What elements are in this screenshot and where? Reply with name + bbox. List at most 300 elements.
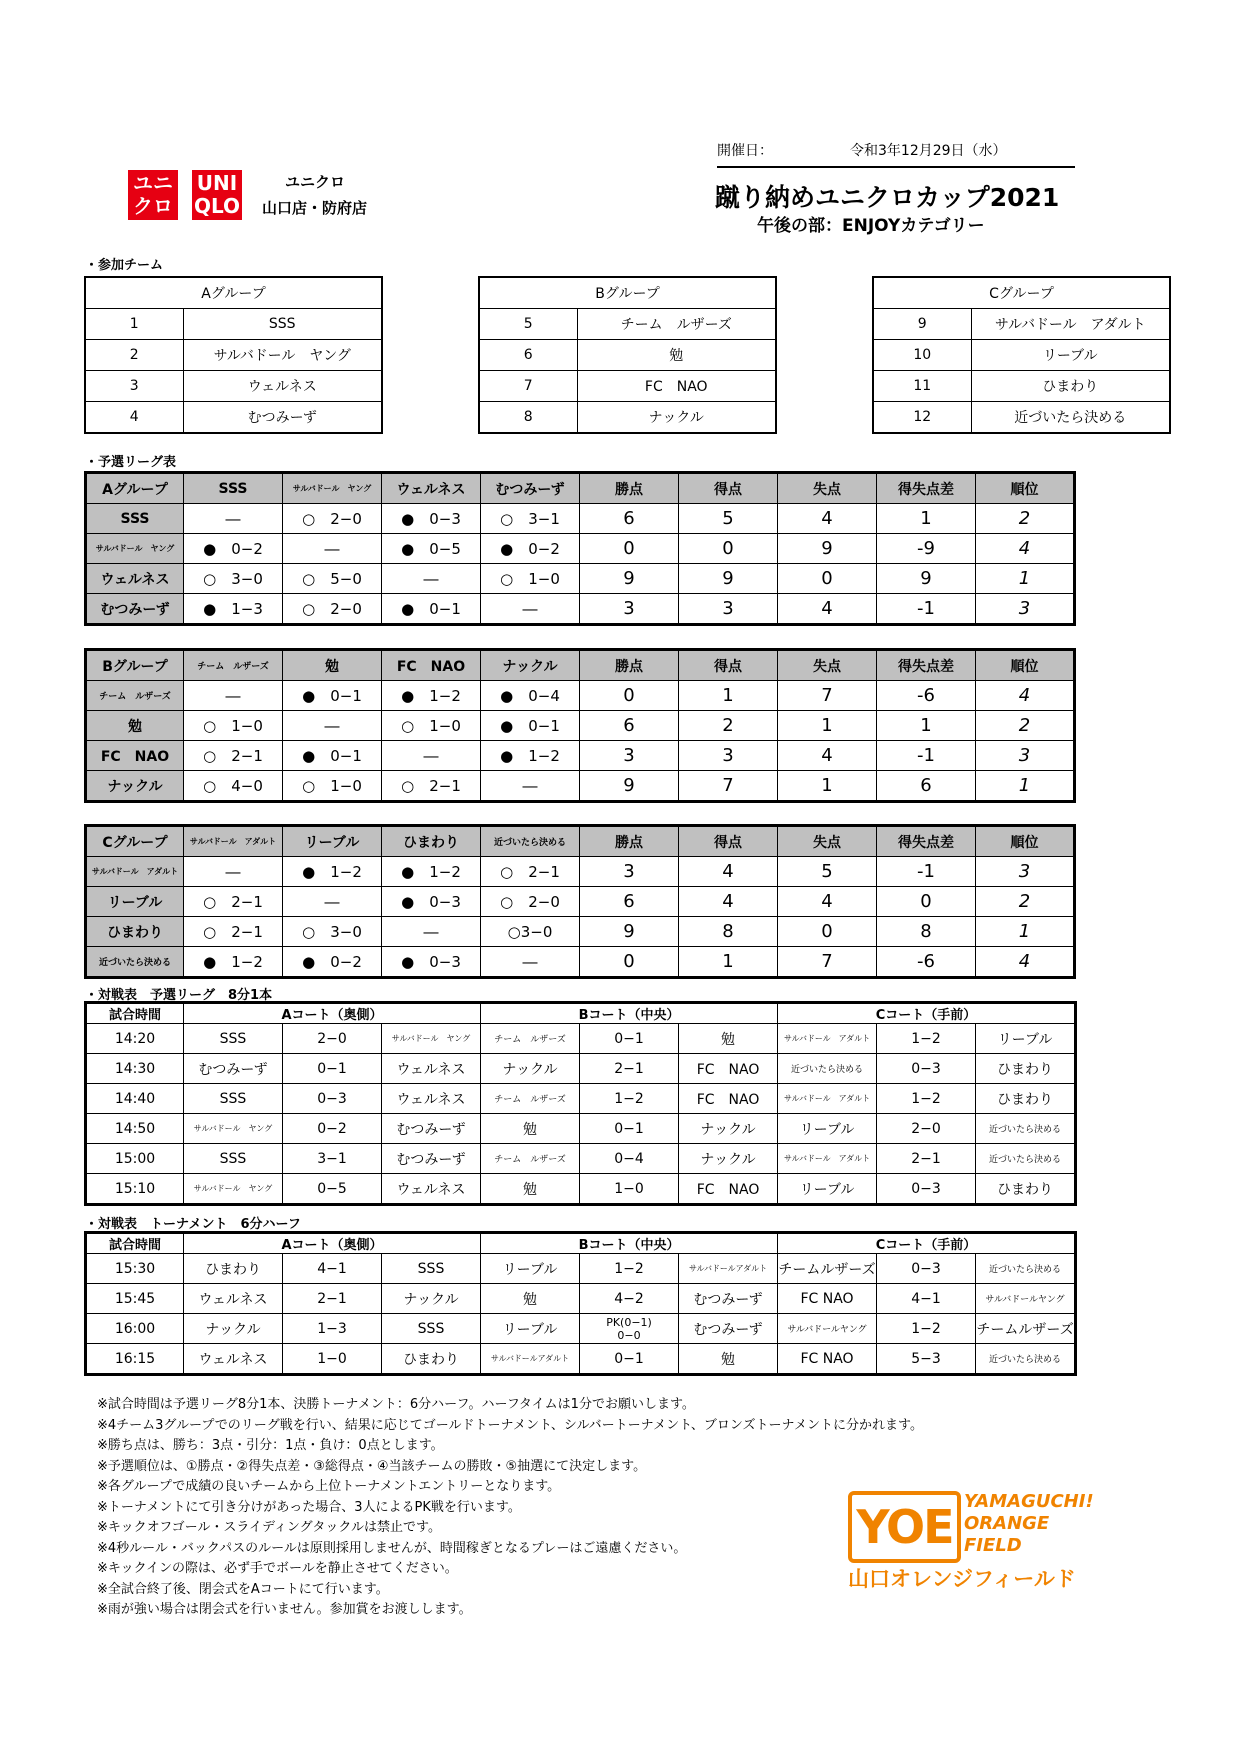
result-cell: ● 0−3	[382, 504, 481, 534]
result-cell: ○ 1−0	[283, 771, 382, 802]
match-time: 15:10	[86, 1174, 184, 1205]
match-score: 3−1	[283, 1144, 382, 1174]
rank-cell: 4	[976, 681, 1075, 711]
note-line: ※キックインの際は、必ず手でボールを静止させてください。	[97, 1561, 458, 1576]
match-team: サルバドールアダルト	[679, 1254, 778, 1284]
match-score: 0−1	[283, 1054, 382, 1084]
group-name: Cグループ	[86, 826, 184, 857]
match-row	[86, 1144, 1076, 1174]
stat-cell: 4	[679, 887, 778, 917]
match-score: 4−2	[580, 1284, 679, 1314]
result-cell: ―	[382, 741, 481, 771]
team-header: 勉	[283, 650, 382, 681]
stat-cell: 7	[778, 947, 877, 978]
match-team: ナックル	[679, 1114, 778, 1144]
league-table	[84, 648, 1076, 803]
league-row	[86, 741, 1075, 771]
league-row	[86, 857, 1075, 887]
league-row	[86, 711, 1075, 741]
stat-cell: -9	[877, 534, 976, 564]
stat-cell: 3	[679, 741, 778, 771]
team-name: チーム ルザーズ	[577, 309, 776, 340]
match-team: SSS	[184, 1084, 283, 1114]
team-header: リーブル	[283, 826, 382, 857]
note-line: ※トーナメントにて引き分けがあった場合、3人によるPK戦を行います。	[97, 1499, 521, 1515]
result-cell: ● 0−1	[283, 681, 382, 711]
result-cell: ○ 2−1	[184, 741, 283, 771]
stat-cell: 6	[580, 887, 679, 917]
match-team: サルバドールヤング	[778, 1314, 877, 1344]
result-cell: ● 1−2	[382, 857, 481, 887]
row-team-name: FC NAO	[86, 741, 184, 771]
match-score: 1−0	[580, 1174, 679, 1205]
stat-cell: 3	[580, 857, 679, 887]
stat-cell: 1	[778, 711, 877, 741]
team-row	[479, 309, 776, 340]
date-underline	[717, 166, 1075, 168]
date-value: 令和3年12月29日（水）	[850, 143, 1007, 159]
stat-cell: 8	[877, 917, 976, 947]
match-score: 2−0	[877, 1114, 976, 1144]
regular-score: 0−0	[617, 1328, 641, 1342]
team-header: ナックル	[481, 650, 580, 681]
result-cell: ―	[481, 594, 580, 625]
row-team-name: 勉	[86, 711, 184, 741]
stat-header: 失点	[778, 473, 877, 504]
row-team-name: チーム ルザーズ	[86, 681, 184, 711]
court-header: Bコート（中央）	[481, 1003, 778, 1024]
match-team: むつみーず	[382, 1114, 481, 1144]
league-row	[86, 534, 1075, 564]
rank-cell: 1	[976, 917, 1075, 947]
team-row	[479, 402, 776, 434]
stat-cell: 4	[778, 594, 877, 625]
match-team: ひまわり	[382, 1344, 481, 1375]
stat-cell: 1	[877, 711, 976, 741]
result-cell: ○ 3−0	[283, 917, 382, 947]
match-team: 勉	[481, 1174, 580, 1205]
result-cell: ○ 2−1	[382, 771, 481, 802]
stat-cell: 9	[580, 917, 679, 947]
team-number: 6	[479, 340, 577, 371]
match-team: サルバドールヤング	[976, 1284, 1076, 1314]
result-cell: ―	[382, 564, 481, 594]
stat-cell: -6	[877, 947, 976, 978]
stat-cell: 3	[679, 594, 778, 625]
match-time: 16:15	[86, 1344, 184, 1375]
match-time: 16:00	[86, 1314, 184, 1344]
match-team: FC NAO	[679, 1054, 778, 1084]
stat-cell: 5	[778, 857, 877, 887]
result-cell: ○ 2−0	[283, 594, 382, 625]
match-score: 2−1	[283, 1284, 382, 1314]
match-team: ウェルネス	[184, 1344, 283, 1375]
result-cell: ○ 2−1	[184, 917, 283, 947]
stat-header: 得点	[679, 650, 778, 681]
team-name: 近づいたら決める	[971, 402, 1170, 434]
team-number: 1	[85, 309, 183, 340]
team-name: FC NAO	[577, 371, 776, 402]
stat-cell: 9	[580, 564, 679, 594]
team-number: 7	[479, 371, 577, 402]
match-score: 0−2	[283, 1114, 382, 1144]
rank-cell: 4	[976, 947, 1075, 978]
match-team: リーブル	[481, 1254, 580, 1284]
result-cell: ● 0−4	[481, 681, 580, 711]
result-cell: ● 0−2	[184, 534, 283, 564]
match-score: 1−2	[580, 1084, 679, 1114]
stat-cell: 0	[778, 564, 877, 594]
match-team: サルバドールアダルト	[481, 1344, 580, 1375]
result-cell: ―	[283, 534, 382, 564]
stat-cell: 9	[580, 771, 679, 802]
match-team: サルバドール アダルト	[778, 1084, 877, 1114]
group-name: Bグループ	[86, 650, 184, 681]
team-row	[873, 309, 1170, 340]
team-header: ウェルネス	[382, 473, 481, 504]
team-name: むつみーず	[183, 402, 382, 434]
stat-header: 得失点差	[877, 473, 976, 504]
match-team: サルバドール ヤング	[184, 1174, 283, 1205]
match-row	[86, 1284, 1076, 1314]
stat-cell: 4	[778, 741, 877, 771]
match-team: 勉	[481, 1114, 580, 1144]
match-team: ウェルネス	[382, 1084, 481, 1114]
match-score: 1−2	[877, 1314, 976, 1344]
result-cell: ○3−0	[481, 917, 580, 947]
match-team: ウェルネス	[382, 1174, 481, 1205]
rank-cell: 1	[976, 564, 1075, 594]
match-row	[86, 1174, 1076, 1205]
match-row	[86, 1054, 1076, 1084]
result-cell: ○ 1−0	[184, 711, 283, 741]
match-team: ひまわり	[976, 1084, 1076, 1114]
match-score	[580, 1314, 679, 1344]
match-score: 1−2	[877, 1084, 976, 1114]
league-row	[86, 681, 1075, 711]
match-score: 1−2	[580, 1254, 679, 1284]
page-subtitle: 午後の部：ENJOYカテゴリー	[757, 216, 985, 236]
result-cell: ○ 2−1	[184, 887, 283, 917]
match-team: リーブル	[976, 1024, 1076, 1054]
match-time: 15:30	[86, 1254, 184, 1284]
row-team-name: ウェルネス	[86, 564, 184, 594]
team-row	[873, 340, 1170, 371]
team-header: FC NAO	[382, 650, 481, 681]
stat-cell: 3	[580, 594, 679, 625]
rank-cell: 3	[976, 741, 1075, 771]
match-score: 0−1	[580, 1114, 679, 1144]
league-row	[86, 887, 1075, 917]
group-name: Aグループ	[85, 277, 382, 309]
sponsor-logo	[848, 1491, 1094, 1621]
match-team: むつみーず	[382, 1144, 481, 1174]
match-team: SSS	[382, 1314, 481, 1344]
group-team-table	[84, 276, 383, 434]
match-score: 1−2	[877, 1024, 976, 1054]
stat-cell: 8	[679, 917, 778, 947]
stat-cell: 4	[778, 504, 877, 534]
match-team: チームルザーズ	[778, 1254, 877, 1284]
match-score: 1−0	[283, 1344, 382, 1375]
court-header: Aコート（奥側）	[184, 1003, 481, 1024]
stat-header: 勝点	[580, 826, 679, 857]
team-number: 8	[479, 402, 577, 434]
stat-header: 得点	[679, 473, 778, 504]
match-time: 15:45	[86, 1284, 184, 1314]
stat-header: 失点	[778, 826, 877, 857]
match-team: SSS	[184, 1144, 283, 1174]
match-score: 4−1	[283, 1254, 382, 1284]
result-cell: ―	[184, 681, 283, 711]
match-team: ウェルネス	[382, 1054, 481, 1084]
match-team: ナックル	[382, 1284, 481, 1314]
match-score: 0−3	[877, 1254, 976, 1284]
note-line: ※各グループで成績の良いチームから上位トーナメントエントリーとなります。	[97, 1479, 561, 1494]
match-team: FC NAO	[679, 1084, 778, 1114]
match-team: ひまわり	[976, 1054, 1076, 1084]
league-row	[86, 504, 1075, 534]
match-team: リーブル	[481, 1314, 580, 1344]
match-score: 0−1	[580, 1344, 679, 1375]
stat-cell: 3	[580, 741, 679, 771]
stat-cell: 6	[580, 504, 679, 534]
match-team: リーブル	[778, 1174, 877, 1205]
note-line: ※キックオフゴール・スライディングタックルは禁止です。	[97, 1520, 441, 1535]
stat-cell: 9	[679, 564, 778, 594]
stat-cell: 0	[580, 534, 679, 564]
match-score: 1−3	[283, 1314, 382, 1344]
stat-cell: 4	[679, 857, 778, 887]
stat-cell: 0	[679, 534, 778, 564]
result-cell: ―	[283, 711, 382, 741]
team-row	[479, 371, 776, 402]
match-row	[86, 1084, 1076, 1114]
team-number: 12	[873, 402, 971, 434]
team-row	[85, 309, 382, 340]
league-row	[86, 947, 1075, 978]
stat-cell: 6	[877, 771, 976, 802]
stat-cell: 1	[778, 771, 877, 802]
result-cell: ● 0−2	[283, 947, 382, 978]
match-score: 0−5	[283, 1174, 382, 1205]
team-number: 5	[479, 309, 577, 340]
group-team-table	[872, 276, 1171, 434]
page-title: 蹴り納めユニクロカップ2021	[715, 183, 1060, 212]
result-cell: ● 1−2	[184, 947, 283, 978]
result-cell: ● 0−3	[382, 947, 481, 978]
match-team: 勉	[481, 1284, 580, 1314]
result-cell: ● 0−1	[481, 711, 580, 741]
team-header: SSS	[184, 473, 283, 504]
result-cell: ○ 1−0	[481, 564, 580, 594]
match-score: 4−1	[877, 1284, 976, 1314]
match-team: 近づいたら決める	[976, 1344, 1076, 1375]
result-cell: ○ 4−0	[184, 771, 283, 802]
stat-cell: 7	[679, 771, 778, 802]
stat-cell: 1	[877, 504, 976, 534]
stat-cell: 4	[778, 887, 877, 917]
match-row	[86, 1254, 1076, 1284]
match-time: 14:50	[86, 1114, 184, 1144]
stat-header: 得失点差	[877, 826, 976, 857]
stat-header: 勝点	[580, 473, 679, 504]
team-number: 3	[85, 371, 183, 402]
match-score: 0−1	[580, 1024, 679, 1054]
match-team: ひまわり	[976, 1174, 1076, 1205]
stat-cell: -1	[877, 594, 976, 625]
court-header: Bコート（中央）	[481, 1233, 778, 1254]
match-team: サルバドール アダルト	[778, 1024, 877, 1054]
rank-cell: 2	[976, 504, 1075, 534]
result-cell: ―	[184, 857, 283, 887]
result-cell: ―	[184, 504, 283, 534]
match-team: ナックル	[481, 1054, 580, 1084]
group-name: Bグループ	[479, 277, 776, 309]
note-line: ※4秒ルール・バックパスのルールは原則採用しませんが、時間稼ぎとなるプレーはご遠慮ください。	[97, 1540, 687, 1556]
match-team: サルバドール ヤング	[184, 1114, 283, 1144]
team-name: サルバドール アダルト	[971, 309, 1170, 340]
group-team-table	[478, 276, 777, 434]
stat-header: 順位	[976, 473, 1075, 504]
row-team-name: ナックル	[86, 771, 184, 802]
schedule-section-label: ・対戦表 予選リーグ 8分1本	[85, 988, 273, 1003]
tournament-section-label: ・対戦表 トーナメント 6分ハーフ	[85, 1217, 301, 1232]
row-team-name: サルバドール アダルト	[86, 857, 184, 887]
match-row	[86, 1024, 1076, 1054]
result-cell: ○ 5−0	[283, 564, 382, 594]
match-row	[86, 1114, 1076, 1144]
stat-cell: 0	[580, 947, 679, 978]
pk-score: PK(0−1)	[606, 1315, 652, 1329]
team-header: むつみーず	[481, 473, 580, 504]
rank-cell: 2	[976, 711, 1075, 741]
team-row	[85, 340, 382, 371]
team-row	[873, 402, 1170, 434]
match-team: サルバドール アダルト	[778, 1144, 877, 1174]
stat-cell: 2	[679, 711, 778, 741]
team-number: 2	[85, 340, 183, 371]
team-number: 9	[873, 309, 971, 340]
match-row	[86, 1314, 1076, 1344]
match-team: サルバドール ヤング	[382, 1024, 481, 1054]
stat-header: 順位	[976, 826, 1075, 857]
match-time: 14:20	[86, 1024, 184, 1054]
stat-cell: 6	[580, 711, 679, 741]
sponsor-english: YAMAGUCHI! ORANGE FIELD	[964, 1491, 1094, 1556]
team-name: SSS	[183, 309, 382, 340]
team-name: 勉	[577, 340, 776, 371]
result-cell: ● 1−2	[481, 741, 580, 771]
stat-cell: 9	[877, 564, 976, 594]
league-section-label: ・予選リーグ表	[85, 455, 177, 470]
note-line: ※勝ち点は、勝ち：3点・引分：1点・負け：0点とします。	[97, 1438, 444, 1453]
team-number: 11	[873, 371, 971, 402]
result-cell: ○ 1−0	[382, 711, 481, 741]
participants-section-label: ・参加チーム	[85, 258, 164, 273]
match-team: ウェルネス	[184, 1284, 283, 1314]
match-team: チーム ルザーズ	[481, 1144, 580, 1174]
result-cell: ―	[382, 917, 481, 947]
time-header: 試合時間	[86, 1003, 184, 1024]
stat-cell: 1	[679, 947, 778, 978]
team-number: 10	[873, 340, 971, 371]
team-row	[479, 340, 776, 371]
stat-cell: 5	[679, 504, 778, 534]
stat-cell: 7	[778, 681, 877, 711]
team-name: ナックル	[577, 402, 776, 434]
match-team: むつみーず	[679, 1284, 778, 1314]
team-header: 近づいたら決める	[481, 826, 580, 857]
row-team-name: 近づいたら決める	[86, 947, 184, 978]
match-score: 0−3	[877, 1174, 976, 1205]
row-team-name: むつみーず	[86, 594, 184, 625]
match-team: むつみーず	[679, 1314, 778, 1344]
match-time: 14:40	[86, 1084, 184, 1114]
stat-cell: 9	[778, 534, 877, 564]
match-team: 勉	[679, 1344, 778, 1375]
league-table	[84, 824, 1076, 979]
result-cell: ―	[481, 947, 580, 978]
tournament-table	[84, 1231, 1077, 1376]
match-team: FC NAO	[679, 1174, 778, 1205]
result-cell: ● 1−3	[184, 594, 283, 625]
league-row	[86, 594, 1075, 625]
team-name: サルバドール ヤング	[183, 340, 382, 371]
match-team: チームルザーズ	[976, 1314, 1076, 1344]
team-header: サルバドール アダルト	[184, 826, 283, 857]
row-team-name: ひまわり	[86, 917, 184, 947]
rank-cell: 2	[976, 887, 1075, 917]
league-row	[86, 771, 1075, 802]
match-team: チーム ルザーズ	[481, 1024, 580, 1054]
sponsor-japanese: 山口オレンジフィールド	[848, 1567, 1076, 1591]
stat-header: 得失点差	[877, 650, 976, 681]
note-line: ※全試合終了後、閉会式をAコートにて行います。	[97, 1581, 389, 1597]
rank-cell: 3	[976, 857, 1075, 887]
result-cell: ○ 2−1	[481, 857, 580, 887]
team-number: 4	[85, 402, 183, 434]
team-row	[85, 402, 382, 434]
stat-cell: 0	[877, 887, 976, 917]
league-table	[84, 471, 1076, 626]
team-header: チーム ルザーズ	[184, 650, 283, 681]
match-score: 0−3	[877, 1054, 976, 1084]
match-team: 勉	[679, 1024, 778, 1054]
stat-cell: -1	[877, 741, 976, 771]
league-row	[86, 917, 1075, 947]
match-team: ナックル	[679, 1144, 778, 1174]
result-cell: ● 1−2	[283, 857, 382, 887]
stat-header: 失点	[778, 650, 877, 681]
match-team: 近づいたら決める	[976, 1254, 1076, 1284]
match-row	[86, 1344, 1076, 1375]
team-name: ウェルネス	[183, 371, 382, 402]
result-cell: ―	[283, 887, 382, 917]
note-line: ※予選順位は、①勝点・②得失点差・③総得点・④当該チームの勝敗・⑤抽選にて決定します。	[97, 1458, 647, 1474]
match-team: チーム ルザーズ	[481, 1084, 580, 1114]
match-team: むつみーず	[184, 1054, 283, 1084]
court-header: Aコート（奥側）	[184, 1233, 481, 1254]
match-team: 近づいたら決める	[778, 1054, 877, 1084]
match-team: 近づいたら決める	[976, 1144, 1076, 1174]
match-score: 5−3	[877, 1344, 976, 1375]
match-team: SSS	[382, 1254, 481, 1284]
store-branch: 山口店・防府店	[262, 199, 368, 217]
team-row	[873, 371, 1170, 402]
store-name: ユニクロ	[285, 173, 346, 191]
result-cell: ○ 3−0	[184, 564, 283, 594]
